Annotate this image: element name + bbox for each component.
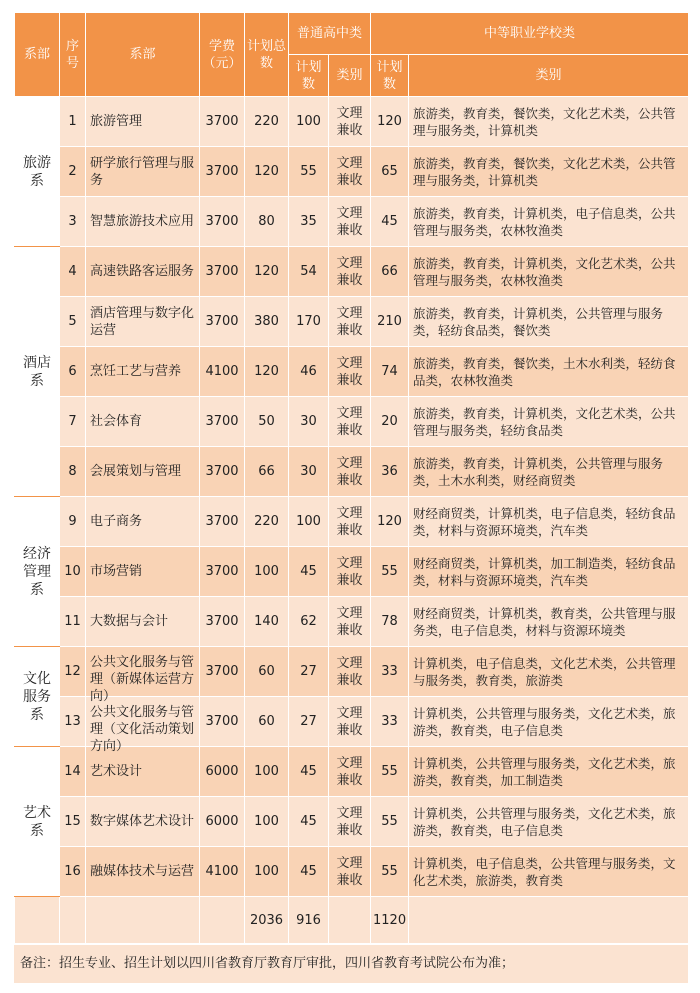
plan-total-cell (245, 247, 289, 297)
general-plan-cell (289, 497, 329, 547)
table-row (15, 297, 689, 347)
plan-total-cell (245, 597, 289, 647)
plan-total-cell (245, 547, 289, 597)
major-cell (86, 497, 200, 547)
seq-cell (60, 97, 86, 147)
seq-cell-text: 16 (64, 864, 81, 879)
table-row (15, 447, 689, 497)
major-cell-text: 大数据与会计 (90, 614, 169, 629)
general-plan-cell-text: 45 (300, 814, 317, 829)
fee-cell-text: 6000 (205, 814, 239, 829)
seq-cell-text: 10 (64, 564, 81, 579)
vocational-plan-cell-text: 210 (377, 314, 402, 329)
vocational-plan-cell-text: 36 (381, 464, 398, 479)
plan-total-cell (245, 297, 289, 347)
vocational-plan-cell (371, 797, 409, 847)
general-plan-cell-text: 27 (300, 664, 317, 679)
fee-cell-text: 3700 (205, 214, 239, 229)
table-row (15, 197, 689, 247)
fee-cell-text: 3700 (205, 714, 239, 729)
major-cell (86, 847, 200, 897)
vocational-type-cell-text: 旅游类，教育类，计算机类，文化艺术类，公共管理与服务类，轻纺食品类 (413, 405, 676, 438)
general-plan-cell-text: 30 (300, 414, 317, 429)
major-cell-text: 旅游管理 (90, 114, 143, 129)
vocational-type-cell-text: 旅游类，教育类，计算机类，公共管理与服务类，轻纺食品类，餐饮类 (413, 305, 664, 338)
vocational-type-cell-text: 财经商贸类，计算机类，电子信息类，轻纺食品类，材料与资源环境类，汽车类 (413, 505, 676, 538)
plan-total-cell (245, 147, 289, 197)
vocational-type-cell (409, 797, 689, 847)
vocational-type-cell (409, 597, 689, 647)
seq-cell-text: 11 (64, 614, 81, 629)
major-cell-text: 数字媒体艺术设计 (90, 814, 195, 829)
major-cell-text: 智慧旅游技术应用 (90, 214, 195, 229)
fee-cell (200, 247, 245, 297)
fee-cell (200, 847, 245, 897)
plan-total-cell-text: 220 (254, 114, 279, 129)
seq-cell (60, 547, 86, 597)
fee-cell-text: 6000 (205, 764, 239, 779)
col-major-header: 系部 (86, 13, 200, 97)
vocational-plan-cell (371, 447, 409, 497)
seq-cell (60, 347, 86, 397)
major-cell (86, 397, 200, 447)
fee-cell (200, 797, 245, 847)
general-plan-cell-text: 27 (300, 714, 317, 729)
vocational-type-cell-text: 旅游类，教育类，餐饮类，文化艺术类，公共管理与服务类，计算机类 (413, 155, 676, 188)
general-plan-cell-text: 30 (300, 464, 317, 479)
general-plan-cell-text: 62 (300, 614, 317, 629)
seq-cell-text: 14 (64, 764, 81, 779)
vocational-plan-cell-text: 55 (381, 864, 398, 879)
general-plan-cell-text: 35 (300, 214, 317, 229)
vocational-type-cell (409, 197, 689, 247)
major-cell (86, 697, 200, 754)
enrollment-plan-table (14, 12, 689, 944)
vocational-plan-cell-text: 65 (381, 164, 398, 179)
seq-cell-text: 15 (64, 814, 81, 829)
general-type-cell-text: 文理兼收 (336, 805, 363, 838)
vocational-type-cell-text: 财经商贸类，计算机类，教育类，公共管理与服务类，电子信息类，材料与资源环境类 (413, 605, 676, 638)
table-row (15, 547, 689, 597)
vocational-type-cell (409, 347, 689, 397)
vocational-plan-cell (371, 397, 409, 447)
major-cell (86, 447, 200, 497)
plan-total-cell (245, 397, 289, 447)
fee-cell (200, 447, 245, 497)
table-row (15, 147, 689, 197)
general-plan-cell (289, 347, 329, 397)
major-cell-text: 研学旅行管理与服务 (90, 155, 195, 188)
plan-total-cell (245, 847, 289, 897)
vocational-plan-cell-text: 33 (381, 664, 398, 679)
general-plan-cell (289, 697, 329, 747)
general-type-cell-text: 文理兼收 (336, 405, 363, 438)
general-type-cell (329, 147, 371, 197)
seq-cell-text: 8 (68, 464, 77, 479)
vocational-type-cell (409, 247, 689, 297)
fee-cell (200, 197, 245, 247)
col-seq-header: 序号 (60, 13, 86, 97)
plan-total-cell (245, 97, 289, 147)
general-type-cell (329, 697, 371, 747)
vocational-plan-cell-text: 55 (381, 764, 398, 779)
empty-cell (86, 897, 200, 944)
plan-total-cell-text: 60 (258, 664, 275, 679)
vocational-plan-cell (371, 97, 409, 147)
department-cell: 酒店系 (15, 247, 60, 497)
vocational-plan-header: 计划数 (371, 55, 409, 97)
total-total: 2036 (245, 897, 289, 944)
table-row (15, 247, 689, 297)
general-plan-cell (289, 547, 329, 597)
general-type-cell (329, 547, 371, 597)
general-plan-cell (289, 147, 329, 197)
vocational-plan-cell (371, 747, 409, 797)
vocational-type-cell (409, 297, 689, 347)
table-row (15, 797, 689, 847)
table-row (15, 97, 689, 147)
vocational-plan-cell (371, 147, 409, 197)
vocational-type-cell-text: 计算机类，电子信息类，文化艺术类，公共管理与服务类，教育类，旅游类 (413, 655, 676, 688)
seq-cell (60, 597, 86, 647)
plan-total-cell-text: 220 (254, 514, 279, 529)
department-cell: 艺术系 (15, 747, 60, 897)
empty-cell (329, 897, 371, 944)
vocational-type-cell (409, 847, 689, 897)
fee-cell (200, 497, 245, 547)
fee-cell-text: 3700 (205, 414, 239, 429)
seq-cell-text: 6 (68, 364, 77, 379)
major-cell-text: 市场营销 (90, 564, 143, 579)
general-type-cell-text: 文理兼收 (336, 155, 363, 188)
fee-cell-text: 3700 (205, 164, 239, 179)
major-cell (86, 147, 200, 197)
seq-cell-text: 4 (68, 264, 77, 279)
empty-cell (409, 897, 689, 944)
plan-total-cell-text: 100 (254, 864, 279, 879)
vocational-plan-cell-text: 78 (381, 614, 398, 629)
major-cell (86, 97, 200, 147)
vocational-plan-cell-text: 45 (381, 214, 398, 229)
department-cell: 经济管理系 (15, 497, 60, 647)
fee-cell (200, 747, 245, 797)
plan-total-cell (245, 797, 289, 847)
major-cell (86, 647, 200, 704)
footnote: 备注：招生专业、招生计划以四川省教育厅教育厅审批，四川省教育考试院公布为准； (14, 945, 688, 983)
empty-cell (200, 897, 245, 944)
general-type-cell-text: 文理兼收 (336, 255, 363, 288)
general-type-cell (329, 797, 371, 847)
vocational-plan-cell-text: 20 (381, 414, 398, 429)
general-type-cell-text: 文理兼收 (336, 755, 363, 788)
general-type-cell (329, 297, 371, 347)
general-plan-cell-text: 100 (296, 114, 321, 129)
empty-cell (60, 897, 86, 944)
plan-total-cell (245, 497, 289, 547)
general-type-cell-text: 文理兼收 (336, 705, 363, 738)
plan-total-cell-text: 100 (254, 814, 279, 829)
seq-cell-text: 12 (64, 664, 81, 679)
vocational-type-cell-text: 旅游类，教育类，计算机类，文化艺术类，公共管理与服务类，农林牧渔类 (413, 255, 676, 288)
table-row (15, 597, 689, 647)
major-cell-text: 艺术设计 (90, 764, 143, 779)
totals-row (15, 897, 689, 944)
vocational-type-cell (409, 547, 689, 597)
vocational-type-cell-text: 旅游类，教育类，计算机类，公共管理与服务类，土木水利类，财经商贸类 (413, 455, 664, 488)
vocational-plan-cell-text: 33 (381, 714, 398, 729)
vocational-plan-cell (371, 497, 409, 547)
plan-total-cell (245, 347, 289, 397)
general-plan-cell-text: 46 (300, 364, 317, 379)
general-type-cell (329, 647, 371, 697)
vocational-type-cell-text: 计算机类，公共管理与服务类，文化艺术类，旅游类，教育类，加工制造类 (413, 755, 676, 788)
general-plan-cell-text: 55 (300, 164, 317, 179)
seq-cell-text: 3 (68, 214, 77, 229)
seq-cell (60, 397, 86, 447)
general-type-cell-text: 文理兼收 (336, 605, 363, 638)
vocational-plan-cell (371, 347, 409, 397)
vocational-plan-cell (371, 597, 409, 647)
total-gen-plan: 916 (289, 897, 329, 944)
general-type-cell-text: 文理兼收 (336, 105, 363, 138)
plan-total-cell-text: 120 (254, 364, 279, 379)
fee-cell (200, 697, 245, 747)
seq-cell (60, 697, 86, 747)
general-type-header: 类别 (329, 55, 371, 97)
table-row (15, 497, 689, 547)
fee-cell-text: 3700 (205, 464, 239, 479)
general-plan-header: 计划数 (289, 55, 329, 97)
plan-total-cell-text: 120 (254, 264, 279, 279)
vocational-type-cell-text: 旅游类，教育类，餐饮类，文化艺术类，公共管理与服务类，计算机类 (413, 105, 676, 138)
general-highschool-group-header: 普通高中类 (289, 13, 371, 55)
fee-cell-text: 4100 (205, 864, 239, 879)
general-type-cell-text: 文理兼收 (336, 555, 363, 588)
vocational-plan-cell (371, 847, 409, 897)
major-cell-text: 社会体育 (90, 414, 143, 429)
major-cell-text: 公共文化服务与管理（新媒体运营方向） (90, 654, 195, 704)
fee-cell-text: 3700 (205, 664, 239, 679)
plan-total-cell-text: 66 (258, 464, 275, 479)
fee-cell-text: 3700 (205, 114, 239, 129)
plan-total-cell-text: 100 (254, 564, 279, 579)
general-type-cell (329, 847, 371, 897)
general-plan-cell (289, 597, 329, 647)
major-cell-text: 电子商务 (90, 514, 143, 529)
table-row (15, 647, 689, 697)
general-type-cell (329, 397, 371, 447)
fee-cell (200, 597, 245, 647)
general-plan-cell (289, 247, 329, 297)
table-row (15, 397, 689, 447)
seq-cell (60, 147, 86, 197)
general-type-cell-text: 文理兼收 (336, 655, 363, 688)
seq-cell-text: 1 (68, 114, 77, 129)
general-plan-cell (289, 447, 329, 497)
fee-cell-text: 3700 (205, 314, 239, 329)
plan-total-cell-text: 380 (254, 314, 279, 329)
general-plan-cell-text: 45 (300, 564, 317, 579)
general-type-cell (329, 447, 371, 497)
seq-cell (60, 447, 86, 497)
fee-cell (200, 347, 245, 397)
vocational-plan-cell (371, 247, 409, 297)
table-row (15, 697, 689, 747)
general-type-cell-text: 文理兼收 (336, 505, 363, 538)
plan-total-cell (245, 647, 289, 697)
general-plan-cell (289, 397, 329, 447)
col-plan-total-header: 计划总数 (245, 13, 289, 97)
vocational-plan-cell (371, 647, 409, 697)
table-body (15, 97, 689, 944)
plan-total-cell (245, 747, 289, 797)
major-cell (86, 197, 200, 247)
plan-total-cell-text: 60 (258, 714, 275, 729)
plan-total-cell-text: 80 (258, 214, 275, 229)
seq-cell-text: 5 (68, 314, 77, 329)
seq-cell-text: 9 (68, 514, 77, 529)
vocational-plan-cell (371, 197, 409, 247)
vocational-type-cell (409, 647, 689, 697)
general-type-cell-text: 文理兼收 (336, 355, 363, 388)
seq-cell (60, 297, 86, 347)
general-type-cell (329, 247, 371, 297)
vocational-plan-cell-text: 55 (381, 564, 398, 579)
plan-total-cell (245, 197, 289, 247)
fee-cell (200, 147, 245, 197)
plan-total-cell (245, 447, 289, 497)
general-plan-cell (289, 647, 329, 697)
general-type-cell (329, 197, 371, 247)
vocational-plan-cell-text: 66 (381, 264, 398, 279)
major-cell-text: 烹饪工艺与营养 (90, 364, 182, 379)
vocational-type-cell (409, 497, 689, 547)
vocational-type-cell-text: 计算机类，公共管理与服务类，文化艺术类，旅游类，教育类，电子信息类 (413, 705, 676, 738)
general-plan-cell-text: 100 (296, 514, 321, 529)
general-plan-cell-text: 54 (300, 264, 317, 279)
major-cell-text: 酒店管理与数字化运营 (90, 305, 195, 338)
vocational-plan-cell (371, 297, 409, 347)
vocational-type-cell (409, 397, 689, 447)
vocational-type-cell (409, 447, 689, 497)
department-cell: 文化服务系 (15, 647, 60, 747)
empty-cell (15, 897, 60, 944)
general-type-cell (329, 597, 371, 647)
major-cell-text: 公共文化服务与管理（文化活动策划方向） (90, 704, 195, 754)
vocational-plan-cell-text: 74 (381, 364, 398, 379)
general-type-cell-text: 文理兼收 (336, 455, 363, 488)
general-type-cell-text: 文理兼收 (336, 205, 363, 238)
general-plan-cell (289, 747, 329, 797)
fee-cell (200, 397, 245, 447)
plan-total-cell-text: 140 (254, 614, 279, 629)
seq-cell-text: 7 (68, 414, 77, 429)
vocational-type-cell (409, 747, 689, 797)
fee-cell (200, 297, 245, 347)
table-row (15, 347, 689, 397)
vocational-type-cell-text: 计算机类，电子信息类，公共管理与服务类，文化艺术类，旅游类，教育类 (413, 855, 676, 888)
general-plan-cell-text: 45 (300, 864, 317, 879)
general-plan-cell (289, 97, 329, 147)
total-voc-plan: 1120 (371, 897, 409, 944)
general-type-cell (329, 497, 371, 547)
vocational-type-cell (409, 147, 689, 197)
major-cell (86, 547, 200, 597)
seq-cell (60, 847, 86, 897)
vocational-school-group-header: 中等职业学校类 (371, 13, 689, 55)
vocational-plan-cell-text: 120 (377, 114, 402, 129)
general-type-cell-text: 文理兼收 (336, 305, 363, 338)
col-fee-header: 学费（元） (200, 13, 245, 97)
seq-cell (60, 247, 86, 297)
fee-cell (200, 547, 245, 597)
seq-cell (60, 197, 86, 247)
seq-cell (60, 747, 86, 797)
fee-cell (200, 97, 245, 147)
table-row (15, 847, 689, 897)
fee-cell-text: 3700 (205, 614, 239, 629)
general-plan-cell (289, 847, 329, 897)
vocational-type-cell-text: 计算机类，公共管理与服务类，文化艺术类，旅游类，教育类，电子信息类 (413, 805, 676, 838)
fee-cell (200, 647, 245, 697)
department-cell: 旅游系 (15, 97, 60, 247)
plan-total-cell-text: 120 (254, 164, 279, 179)
general-type-cell (329, 347, 371, 397)
vocational-type-header: 类别 (409, 55, 689, 97)
vocational-type-cell-text: 财经商贸类，计算机类，加工制造类，轻纺食品类，材料与资源环境类，汽车类 (413, 555, 676, 588)
major-cell-text: 融媒体技术与运营 (90, 864, 195, 879)
major-cell (86, 297, 200, 347)
seq-cell-text: 2 (68, 164, 77, 179)
general-type-cell (329, 97, 371, 147)
major-cell (86, 597, 200, 647)
seq-cell (60, 797, 86, 847)
vocational-type-cell-text: 旅游类，教育类，计算机类，电子信息类，公共管理与服务类，农林牧渔类 (413, 205, 676, 238)
general-type-cell (329, 747, 371, 797)
vocational-type-cell-text: 旅游类，教育类，餐饮类，土木水利类，轻纺食品类，农林牧渔类 (413, 355, 676, 388)
seq-cell (60, 497, 86, 547)
major-cell (86, 247, 200, 297)
general-plan-cell-text: 170 (296, 314, 321, 329)
fee-cell-text: 4100 (205, 364, 239, 379)
major-cell (86, 347, 200, 397)
seq-cell-text: 13 (64, 714, 81, 729)
plan-total-cell-text: 100 (254, 764, 279, 779)
general-type-cell-text: 文理兼收 (336, 855, 363, 888)
vocational-type-cell (409, 97, 689, 147)
major-cell-text: 会展策划与管理 (90, 464, 182, 479)
fee-cell-text: 3700 (205, 564, 239, 579)
general-plan-cell (289, 197, 329, 247)
fee-cell-text: 3700 (205, 264, 239, 279)
fee-cell-text: 3700 (205, 514, 239, 529)
vocational-plan-cell (371, 547, 409, 597)
vocational-plan-cell-text: 55 (381, 814, 398, 829)
general-plan-cell (289, 297, 329, 347)
seq-cell (60, 647, 86, 697)
general-plan-cell (289, 797, 329, 847)
major-cell (86, 797, 200, 847)
plan-total-cell-text: 50 (258, 414, 275, 429)
general-plan-cell-text: 45 (300, 764, 317, 779)
plan-total-cell (245, 697, 289, 747)
vocational-plan-cell-text: 120 (377, 514, 402, 529)
major-cell-text: 高速铁路客运服务 (90, 264, 195, 279)
vocational-type-cell (409, 697, 689, 747)
vocational-plan-cell (371, 697, 409, 747)
col-dept-header: 系部 (15, 13, 60, 97)
